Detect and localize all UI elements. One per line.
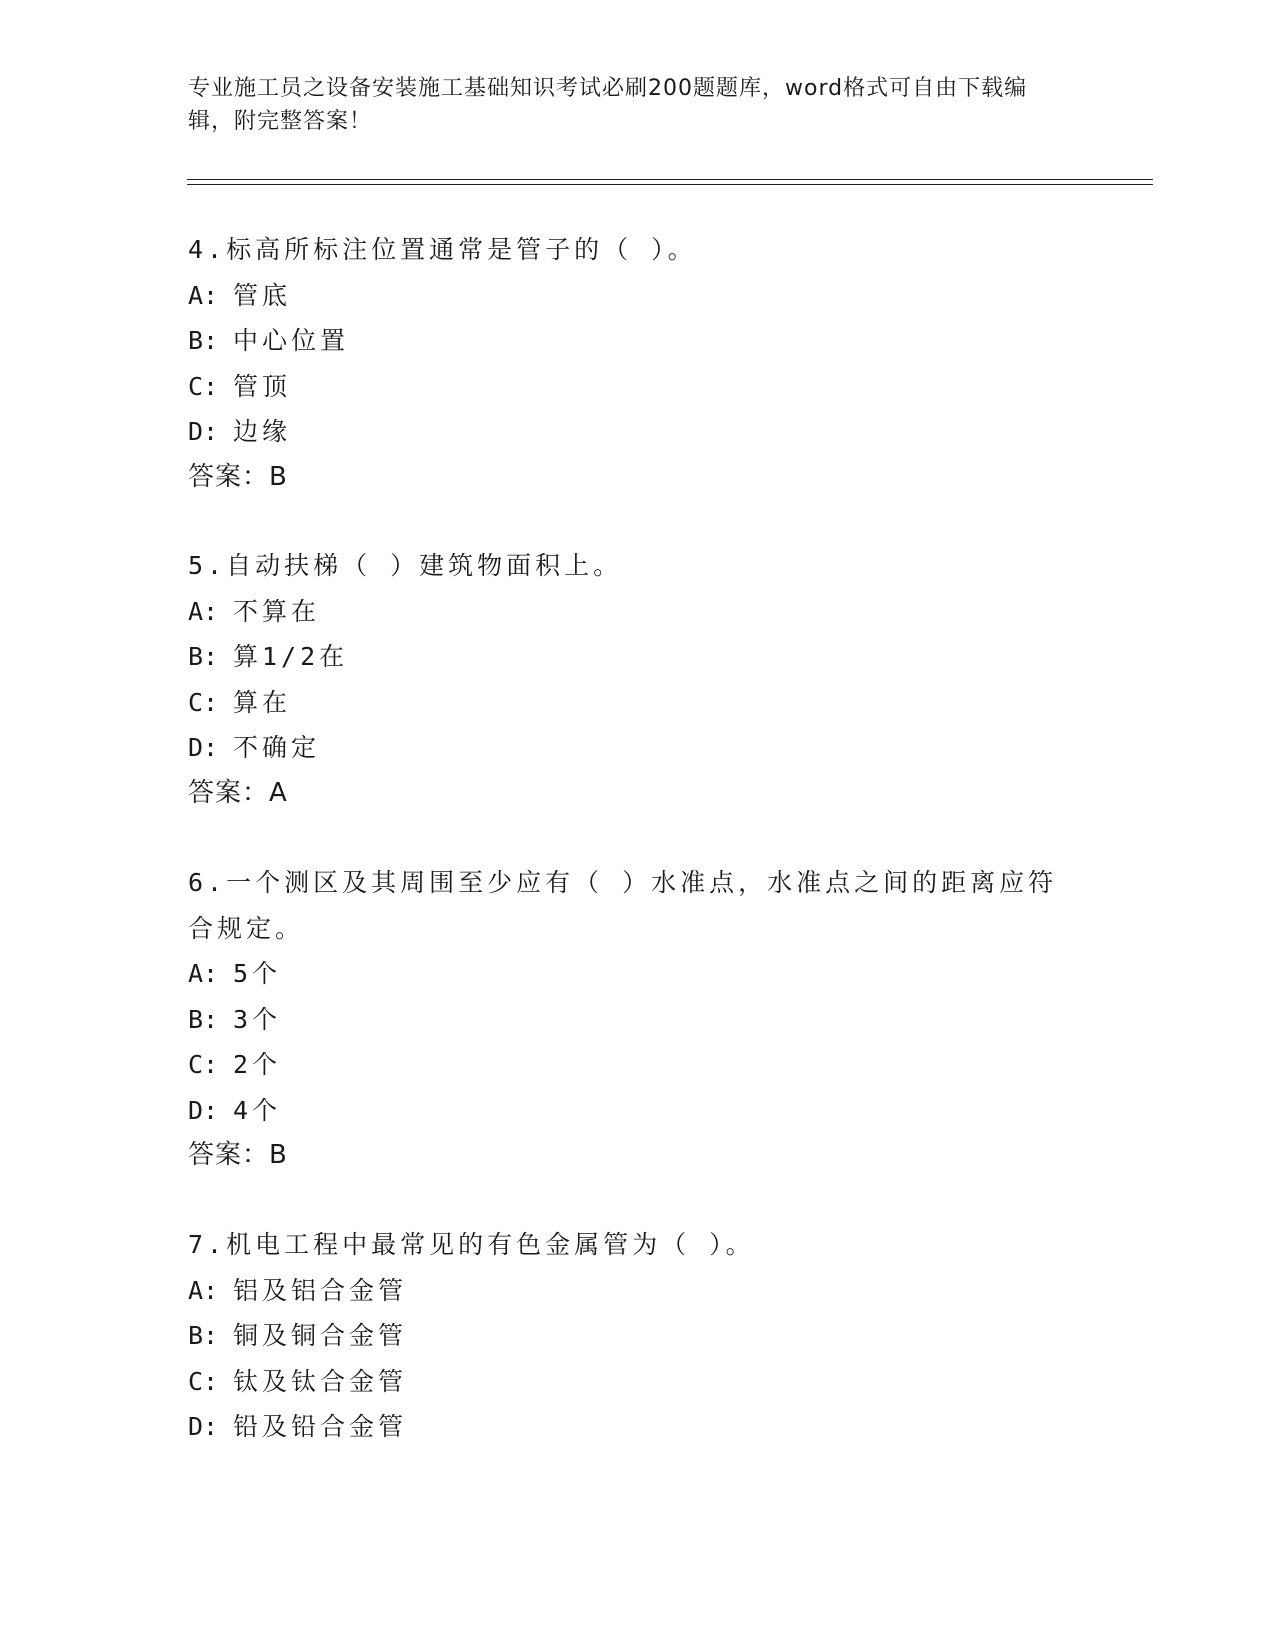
option-d (188, 1404, 1088, 1450)
option-text: 中心位置 (233, 326, 350, 355)
option-letter: B: (188, 1321, 219, 1350)
option-letter: C: (188, 687, 219, 717)
option-b (188, 1313, 1088, 1359)
question-4 (188, 227, 1088, 500)
option-letter: C: (188, 1366, 219, 1396)
option-letter: B: (188, 642, 219, 671)
option-letter: D: (188, 417, 219, 446)
option-d (188, 725, 1088, 771)
option-text: 边缘 (233, 417, 292, 446)
option-text: 铅及铅合金管 (233, 1412, 408, 1441)
option-text: 2个 (233, 1050, 282, 1079)
option-a (188, 589, 1088, 635)
option-a (188, 951, 1088, 997)
option-a (188, 1268, 1088, 1314)
answer-label: 答案：B (188, 461, 288, 492)
option-letter: A: (188, 959, 219, 988)
option-letter: D: (188, 1095, 219, 1125)
question-7 (188, 1222, 1088, 1450)
option-text: 5个 (233, 959, 282, 988)
option-c (188, 680, 1088, 726)
option-letter: A: (188, 280, 219, 310)
option-text: 钛及钛合金管 (233, 1366, 408, 1396)
option-letter: D: (188, 733, 219, 762)
option-letter: B: (188, 1004, 219, 1034)
option-letter: B: (188, 326, 219, 355)
document-header: 专业施工员之设备安装施工基础知识考试必刷200题题库，word格式可自由下载编辑，附完整答案！ (188, 76, 1028, 134)
option-d (188, 1088, 1088, 1134)
option-c (188, 364, 1088, 410)
option-letter: C: (188, 371, 219, 401)
option-a (188, 273, 1088, 319)
option-letter: D: (188, 1412, 219, 1441)
option-c (188, 1042, 1088, 1088)
option-text: 管底 (233, 280, 292, 310)
option-text: 不算在 (233, 596, 321, 626)
option-letter: A: (188, 596, 219, 626)
option-text: 算1/2在 (233, 642, 349, 671)
question-stem: 4.标高所标注位置通常是管子的（ ）。 (188, 235, 697, 264)
option-b (188, 997, 1088, 1043)
option-b (188, 634, 1088, 680)
question-6 (188, 860, 1088, 1179)
question-stem: 7.机电工程中最常见的有色金属管为（ ）。 (188, 1230, 755, 1259)
option-letter: A: (188, 1275, 219, 1305)
option-b (188, 318, 1088, 364)
option-text: 不确定 (233, 733, 321, 762)
question-5 (188, 543, 1088, 816)
option-c (188, 1359, 1088, 1405)
option-text: 算在 (233, 687, 292, 717)
option-text: 管顶 (233, 371, 292, 401)
option-text: 4个 (233, 1095, 282, 1125)
question-stem: 5.自动扶梯（ ）建筑物面积上。 (188, 551, 623, 580)
option-text: 铜及铜合金管 (233, 1321, 408, 1350)
header-divider (187, 179, 1153, 185)
answer-label: 答案：A (188, 777, 288, 808)
option-d (188, 409, 1088, 455)
answer-label: 答案：B (188, 1140, 288, 1170)
question-stem: 6.一个测区及其周围至少应有（ ）水准点，水准点之间的距离应符合规定。 (188, 868, 1058, 943)
option-letter: C: (188, 1050, 219, 1079)
option-text: 3个 (233, 1004, 282, 1034)
option-text: 铝及铝合金管 (233, 1275, 408, 1305)
